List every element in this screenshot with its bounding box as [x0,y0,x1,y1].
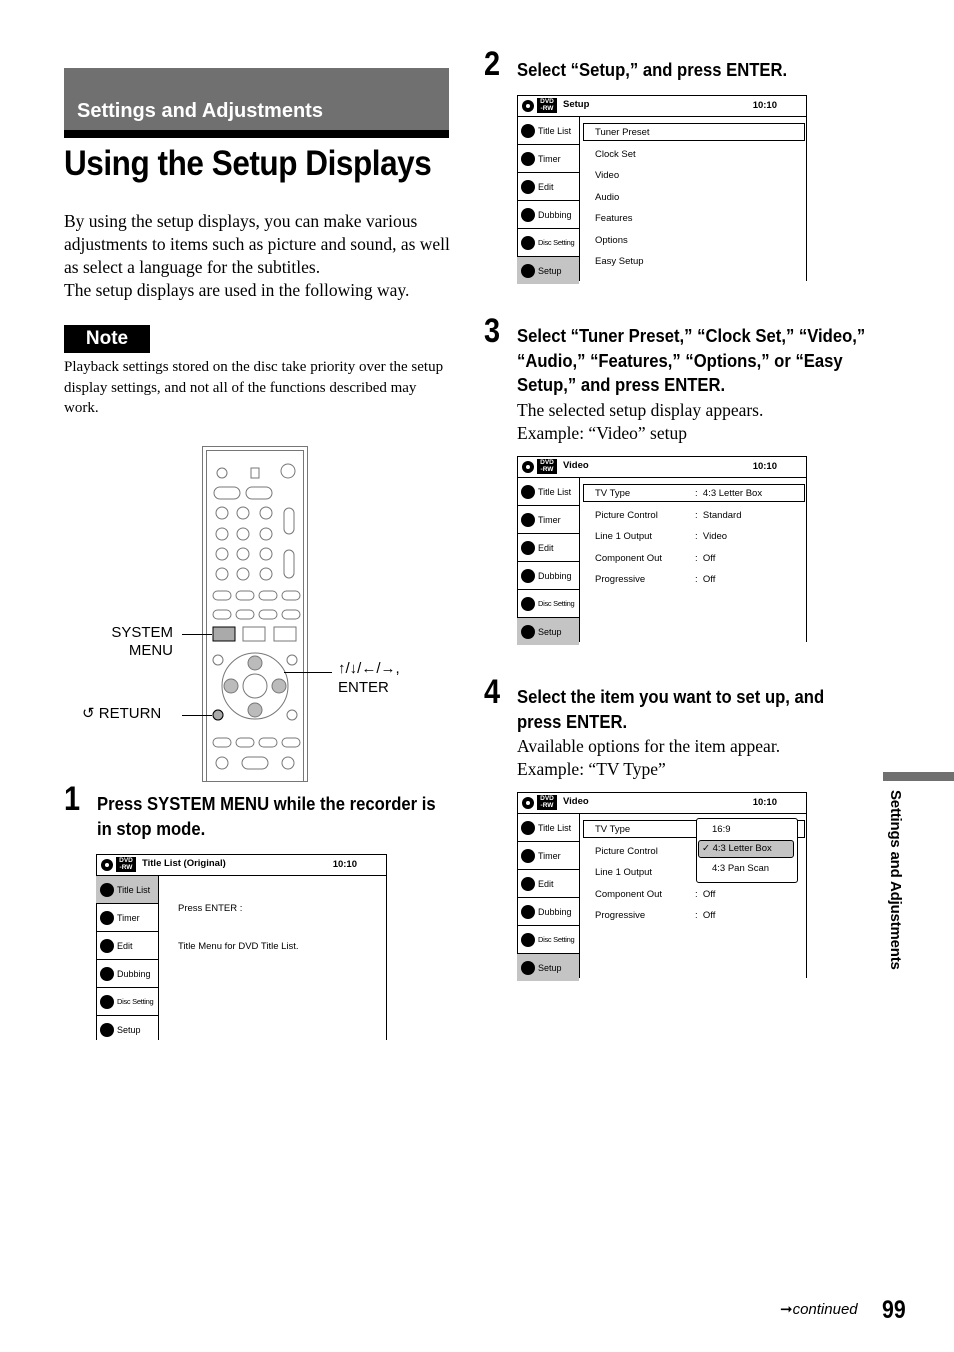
step-4-description-line-1: Available options for the item appear. [517,736,781,756]
remote-control-drawing [202,446,308,782]
timer-icon [521,152,535,166]
side-tab-label [884,790,908,990]
enter-label: ENTER [338,679,389,696]
check-icon: ✓ [702,843,710,854]
sidebar-item-label: Setup [538,962,562,973]
screen-time: 10:10 [752,461,777,472]
intro-paragraph [64,210,454,302]
disc-setting-icon [521,236,535,250]
step-4-number: 4 [484,673,501,711]
setting-value-text: Off [702,553,716,564]
setting-value-text: Off [702,889,716,900]
sidebar-item-label: Edit [117,940,133,951]
disc-icon [522,461,534,473]
page-number: 99 [882,1296,906,1324]
sidebar-item-disc-setting[interactable] [517,590,579,618]
dubbing-icon [100,967,114,981]
option-label: 4:3 Letter Box [712,843,772,854]
dvd-badge-line-1: DVD [540,795,554,802]
setting-value-text: 4:3 Letter Box [702,488,763,499]
dvd-badge-line-2: -RW [540,466,554,473]
setting-label-progressive[interactable]: Progressive [595,910,646,921]
setting-label-line1-output[interactable]: Line 1 Output [595,867,653,878]
setting-value-text: Standard [702,510,742,521]
dvd-rw-badge [537,459,557,474]
sidebar-item-disc-setting[interactable] [96,988,158,1016]
option-4-3-pan-scan[interactable]: 4:3 Pan Scan [712,863,770,874]
step-3-heading: Select “Tuner Preset,” “Clock Set,” “Video,” “Audio,” “Features,” “Options,” or “Easy Setup,” and press ENTER. [517,325,866,395]
system-menu-leader-line [182,634,212,635]
setting-label-tv-type[interactable]: TV Type [595,824,631,835]
step-3-description [517,399,907,445]
sidebar-item-label: Disc Setting [538,599,575,608]
dvd-badge-line-1: DVD [540,459,554,466]
step-4-description-line-2: Example: “TV Type” [517,759,666,779]
sidebar-item-title-list[interactable] [96,876,158,904]
setting-label-component-out[interactable]: Component Out [595,553,663,564]
sidebar-item-edit[interactable] [517,870,579,898]
disc-icon [101,859,113,871]
disc-setting-icon [521,933,535,947]
setting-label-line1-output[interactable]: Line 1 Output [595,531,653,542]
arrow-right-icon: ➞ [780,1301,793,1318]
system-menu-label-line-2: MENU [128,642,173,659]
arrows-leader-line [284,672,332,673]
setting-value-line1-output: : Video [695,531,728,542]
system-menu-label-line-1: SYSTEM [111,624,173,641]
sidebar-item-dubbing[interactable] [96,960,158,988]
intro-line-2: The setup displays are used in the following way. [64,280,410,300]
step-2-number: 2 [484,45,501,83]
setting-value-text: Video [702,531,728,542]
dvd-rw-badge [537,795,557,810]
screen-title: Title List (Original) [142,858,226,869]
tv-type-options-popup [696,818,798,883]
dvd-badge-line-1: DVD [119,857,133,864]
disc-icon [522,797,534,809]
scissors-icon [521,541,535,555]
screen-setup [517,95,807,281]
intro-line-1: By using the setup displays, you can make various adjustments to items such as picture and sound, as well as select a language for the subtitles. [64,211,450,277]
menu-item-audio[interactable]: Audio [595,192,620,203]
screen-sidebar [96,876,159,1040]
sidebar-item-label: Dubbing [538,209,572,220]
sidebar-item-label: Edit [538,542,554,553]
sidebar-item-label: Edit [538,878,554,889]
title-list-icon [100,883,114,897]
sidebar-item-title-list[interactable] [517,478,579,506]
screen-title: Video [563,796,589,807]
sidebar-item-label: Setup [538,265,562,276]
return-leader-line [182,715,212,716]
scissors-icon [521,877,535,891]
menu-item-easy-setup[interactable]: Easy Setup [595,256,644,267]
screen-video-tv-type [517,792,807,978]
step-4-heading: Select the item you want to set up, and press ENTER. [517,686,825,732]
note-badge: Note [64,325,150,353]
sidebar-item-label: Timer [117,912,140,923]
sidebar-item-label: Setup [538,626,562,637]
side-tab-bar [883,772,954,781]
screen-sidebar [517,814,580,978]
timer-icon [100,911,114,925]
screen-title: Video [563,460,589,471]
sidebar-item-setup[interactable] [517,618,579,645]
sidebar-item-timer[interactable] [517,145,579,173]
sidebar-item-timer[interactable] [517,506,579,534]
dvd-badge-line-2: -RW [540,802,554,809]
step-2-heading: Select “Setup,” and press ENTER. [517,59,788,80]
setting-label-picture-control[interactable]: Picture Control [595,846,658,857]
sidebar-item-dubbing[interactable] [517,898,579,926]
step-3-description-line-1: The selected setup display appears. [517,400,764,420]
sidebar-item-label: Timer [538,153,561,164]
menu-item-options[interactable]: Options [595,235,628,246]
dvd-rw-badge [116,857,136,872]
screen-time: 10:10 [752,797,777,808]
dubbing-icon [521,208,535,222]
sidebar-item-label: Disc Setting [538,238,575,247]
sidebar-item-setup[interactable] [96,1016,158,1043]
sidebar-item-label: Title List [538,822,572,833]
sidebar-item-timer[interactable] [96,904,158,932]
step-3-description-line-2: Example: “Video” setup [517,423,688,443]
sidebar-item-label: Dubbing [538,906,572,917]
dubbing-icon [521,569,535,583]
setting-label-tv-type[interactable]: TV Type [595,488,631,499]
screen-time: 10:10 [752,100,777,111]
sidebar-item-edit[interactable] [96,932,158,960]
title-list-icon [521,485,535,499]
setting-value-component-out: : Off [695,553,716,564]
sidebar-item-label: Disc Setting [117,997,154,1006]
setting-value-tv-type: : 4:3 Letter Box [695,488,763,499]
toolbox-icon [521,625,535,639]
sidebar-item-label: Dubbing [117,968,151,979]
sidebar-item-label: Setup [117,1024,141,1035]
continued-text: continued [792,1301,858,1318]
sidebar-item-label: Title List [538,125,572,136]
sidebar-item-timer[interactable] [517,842,579,870]
scissors-icon [100,939,114,953]
arrows-label: ↑/↓/←/→, [338,660,400,677]
menu-item-video[interactable]: Video [595,170,620,181]
remote-control-illustration [202,446,308,782]
sidebar-item-label: Dubbing [538,570,572,581]
sidebar-item-setup[interactable] [517,954,579,981]
return-label [82,704,161,722]
sidebar-item-label: Title List [538,486,572,497]
menu-item-clock-set[interactable]: Clock Set [595,149,636,160]
scissors-icon [521,180,535,194]
setting-label-component-out[interactable]: Component Out [595,889,663,900]
sidebar-item-dubbing[interactable] [517,201,579,229]
screen-video [517,456,807,642]
dubbing-icon [521,905,535,919]
timer-icon [521,849,535,863]
screen-title-list [96,854,387,1040]
sidebar-item-title-list[interactable] [517,814,579,842]
screen-sidebar [517,478,580,642]
toolbox-icon [100,1023,114,1037]
disc-setting-icon [521,597,535,611]
sidebar-item-disc-setting[interactable] [517,926,579,954]
menu-item-tuner-preset[interactable]: Tuner Preset [595,127,650,138]
title-list-icon [521,124,535,138]
setting-value-picture-control: : Standard [695,510,742,521]
timer-icon [521,513,535,527]
sidebar-item-edit[interactable] [517,534,579,562]
menu-item-features[interactable]: Features [595,213,633,224]
screen-time: 10:10 [332,859,357,870]
option-4-3-letter-box[interactable] [698,840,794,858]
setting-value-progressive: : Off [695,910,716,921]
step-3-number: 3 [484,312,501,350]
side-tab-text: Settings and Adjustments [887,790,904,970]
return-icon: ↺ [82,705,95,722]
sidebar-item-label: Timer [538,850,561,861]
toolbox-icon [521,264,535,278]
sidebar-item-setup[interactable] [517,257,579,284]
option-16-9[interactable]: 16:9 [712,824,731,835]
dvd-badge-line-2: -RW [540,105,554,112]
section-title: Settings and Adjustments [77,100,323,122]
sidebar-item-edit[interactable] [517,173,579,201]
setting-label-picture-control[interactable]: Picture Control [595,510,658,521]
setting-value-progressive: : Off [695,574,716,585]
note-text: Playback settings stored on the disc take priority over the setup display settings, and not all of the functions described may work. [64,359,444,416]
setting-label-progressive[interactable]: Progressive [595,574,646,585]
sidebar-item-label: Edit [538,181,554,192]
sidebar-item-label: Timer [538,514,561,525]
sidebar-item-label: Title List [117,884,151,895]
screen-title: Setup [563,99,590,110]
page-title: Using the Setup Displays [64,144,432,183]
step-1-heading: Press SYSTEM MENU while the recorder is in stop mode. [97,793,436,839]
screen-text-line-1: Press ENTER : [178,903,243,914]
setting-value-text: Off [702,910,716,921]
setting-value-component-out: : Off [695,889,716,900]
step-1-number: 1 [64,780,81,818]
return-label-text: RETURN [98,705,162,722]
screen-sidebar [517,117,580,281]
sidebar-item-label: Disc Setting [538,935,575,944]
arrows-enter-label [338,659,400,697]
disc-setting-icon [100,995,114,1009]
screen-text-line-2: Title Menu for DVD Title List. [178,941,299,952]
setting-value-text: Off [702,574,716,585]
dvd-rw-badge [537,98,557,113]
toolbox-icon [521,961,535,975]
section-header-rule [64,130,449,138]
dvd-badge-line-2: -RW [119,864,133,871]
sidebar-item-title-list[interactable] [517,117,579,145]
continued-label [780,1300,858,1318]
system-menu-label [100,624,173,660]
sidebar-item-disc-setting[interactable] [517,229,579,257]
dvd-badge-line-1: DVD [540,98,554,105]
title-list-icon [521,821,535,835]
step-4-description [517,735,907,781]
disc-icon [522,100,534,112]
sidebar-item-dubbing[interactable] [517,562,579,590]
